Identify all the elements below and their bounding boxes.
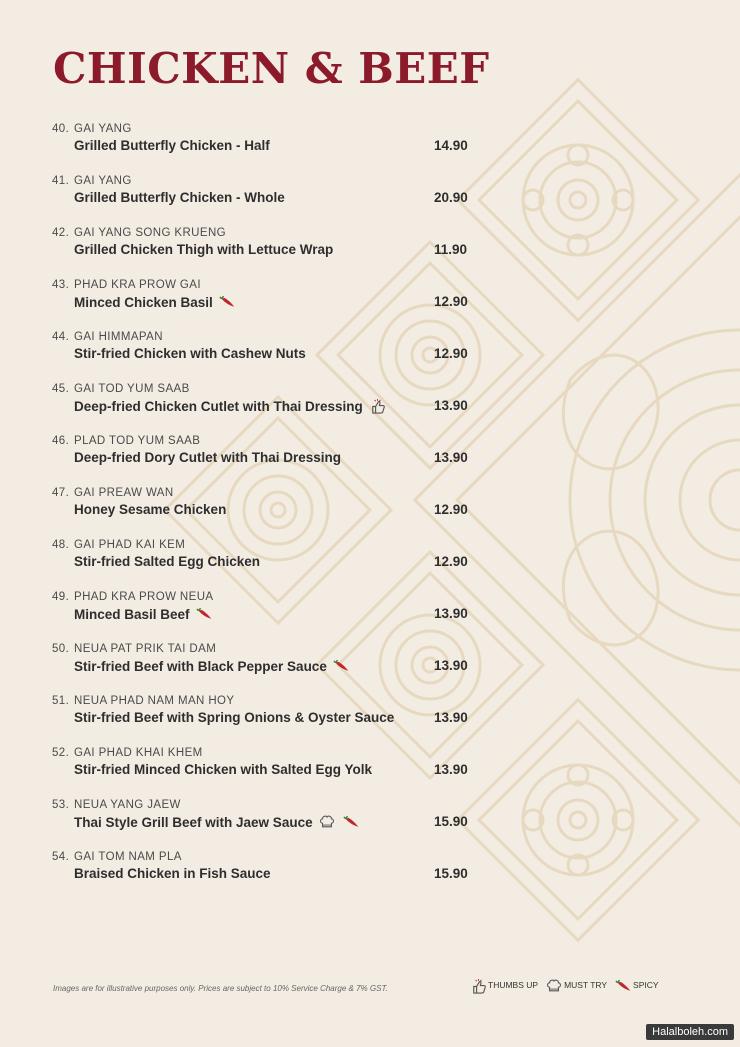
item-price: 15.90: [434, 814, 468, 829]
item-english-name: Honey Sesame Chicken: [74, 502, 227, 517]
item-price: 14.90: [434, 138, 468, 153]
item-price: 12.90: [434, 294, 468, 309]
item-english-name-row: [74, 606, 214, 622]
item-english-name: Stir-fried Beef with Black Pepper Sauce: [74, 658, 327, 674]
icon-legend: [470, 978, 659, 992]
menu-item: [52, 799, 482, 851]
chili-icon: [219, 294, 237, 310]
menu-item: [52, 487, 482, 539]
item-english-name-row: [74, 710, 394, 725]
item-number: 40.: [52, 123, 70, 135]
item-english-name: Deep-fried Chicken Cutlet with Thai Dressing: [74, 398, 363, 414]
menu-item: [52, 175, 482, 227]
chili-icon: [343, 814, 361, 830]
item-english-name-row: [74, 398, 387, 414]
item-number: 42.: [52, 227, 70, 239]
item-english-name: Grilled Butterfly Chicken - Whole: [74, 190, 285, 205]
item-english-name: Braised Chicken in Fish Sauce: [74, 866, 271, 881]
thumbs-up-icon: [369, 398, 387, 414]
menu-item: [52, 851, 482, 903]
menu-list: [52, 123, 482, 903]
item-thai-name: GAI PREAW WAN: [74, 487, 174, 499]
item-number: 49.: [52, 591, 70, 603]
item-number: 54.: [52, 851, 70, 863]
item-thai-name: GAI TOD YUM SAAB: [74, 383, 190, 395]
item-english-name: Stir-fried Chicken with Cashew Nuts: [74, 346, 306, 361]
item-english-name-row: [74, 866, 271, 881]
item-price: 13.90: [434, 606, 468, 621]
item-english-name: Stir-fried Minced Chicken with Salted Egg Yolk: [74, 762, 373, 777]
item-english-name: Minced Basil Beef: [74, 606, 190, 622]
menu-item: [52, 591, 482, 643]
item-price: 20.90: [434, 190, 468, 205]
item-english-name-row: [74, 814, 361, 830]
item-price: 11.90: [434, 242, 468, 257]
item-english-name: Grilled Chicken Thigh with Lettuce Wrap: [74, 242, 334, 257]
item-price: 15.90: [434, 866, 468, 881]
item-number: 53.: [52, 799, 70, 811]
item-english-name: Stir-fried Salted Egg Chicken: [74, 554, 261, 569]
chili-icon: [196, 606, 214, 622]
item-thai-name: GAI HIMMAPAN: [74, 331, 163, 343]
menu-item: [52, 695, 482, 747]
menu-item: [52, 227, 482, 279]
menu-item: [52, 331, 482, 383]
legend-label: SPICY: [633, 980, 659, 990]
item-english-name-row: [74, 762, 372, 777]
item-price: 13.90: [434, 398, 468, 413]
chili-icon: [615, 978, 630, 992]
item-english-name: Minced Chicken Basil: [74, 294, 213, 310]
item-number: 41.: [52, 175, 70, 187]
item-thai-name: NEUA YANG JAEW: [74, 799, 181, 811]
chef-hat-icon: [319, 814, 337, 830]
menu-item: [52, 539, 482, 591]
watermark: Halalboleh.com: [646, 1024, 734, 1040]
item-number: 45.: [52, 383, 70, 395]
menu-item: [52, 435, 482, 487]
item-thai-name: GAI PHAD KAI KEM: [74, 539, 186, 551]
item-english-name-row: [74, 242, 333, 257]
item-price: 13.90: [434, 710, 468, 725]
page-title: CHICKEN & BEEF: [53, 44, 490, 93]
legend-label: THUMBS UP: [488, 980, 539, 990]
item-thai-name: NEUA PAT PRIK TAI DAM: [74, 643, 217, 655]
item-english-name: Thai Style Grill Beef with Jaew Sauce: [74, 814, 313, 830]
item-number: 44.: [52, 331, 70, 343]
legend-item: [546, 978, 607, 992]
item-english-name-row: [74, 190, 285, 205]
item-price: 13.90: [434, 762, 468, 777]
chili-icon: [333, 658, 351, 674]
item-number: 47.: [52, 487, 70, 499]
item-number: 46.: [52, 435, 70, 447]
item-thai-name: GAI PHAD KHAI KHEM: [74, 747, 203, 759]
item-english-name-row: [74, 346, 306, 361]
item-english-name-row: [74, 138, 270, 153]
item-thai-name: PHAD KRA PROW NEUA: [74, 591, 214, 603]
item-english-name-row: [74, 294, 237, 310]
item-thai-name: NEUA PHAD NAM MAN HOY: [74, 695, 235, 707]
thumbs-up-icon: [470, 978, 485, 992]
item-number: 48.: [52, 539, 70, 551]
item-thai-name: GAI YANG: [74, 175, 132, 187]
item-thai-name: PHAD KRA PROW GAI: [74, 279, 201, 291]
item-english-name-row: [74, 502, 226, 517]
item-number: 43.: [52, 279, 70, 291]
menu-item: [52, 643, 482, 695]
menu-item: [52, 123, 482, 175]
menu-item: [52, 747, 482, 799]
chef-hat-icon: [546, 978, 561, 992]
item-thai-name: GAI TOM NAM PLA: [74, 851, 182, 863]
item-price: 13.90: [434, 658, 468, 673]
item-english-name-row: [74, 658, 351, 674]
item-number: 50.: [52, 643, 70, 655]
item-thai-name: GAI YANG SONG KRUENG: [74, 227, 226, 239]
item-price: 12.90: [434, 554, 468, 569]
menu-item: [52, 383, 482, 435]
item-thai-name: PLAD TOD YUM SAAB: [74, 435, 201, 447]
item-thai-name: GAI YANG: [74, 123, 132, 135]
item-english-name-row: [74, 554, 260, 569]
legend-item: [615, 978, 659, 992]
item-english-name: Grilled Butterfly Chicken - Half: [74, 138, 270, 153]
legend-item: [470, 978, 538, 992]
menu-item: [52, 279, 482, 331]
item-price: 13.90: [434, 450, 468, 465]
legend-label: MUST TRY: [564, 980, 608, 990]
item-price: 12.90: [434, 346, 468, 361]
item-number: 51.: [52, 695, 70, 707]
item-english-name: Deep-fried Dory Cutlet with Thai Dressing: [74, 450, 342, 465]
item-number: 52.: [52, 747, 70, 759]
item-english-name: Stir-fried Beef with Spring Onions & Oyster Sauce: [74, 710, 395, 725]
disclaimer-text: Images are for illustrative purposes only. Prices are subject to 10% Service Charge & 7% GST.: [53, 984, 388, 993]
item-english-name-row: [74, 450, 341, 465]
item-price: 12.90: [434, 502, 468, 517]
